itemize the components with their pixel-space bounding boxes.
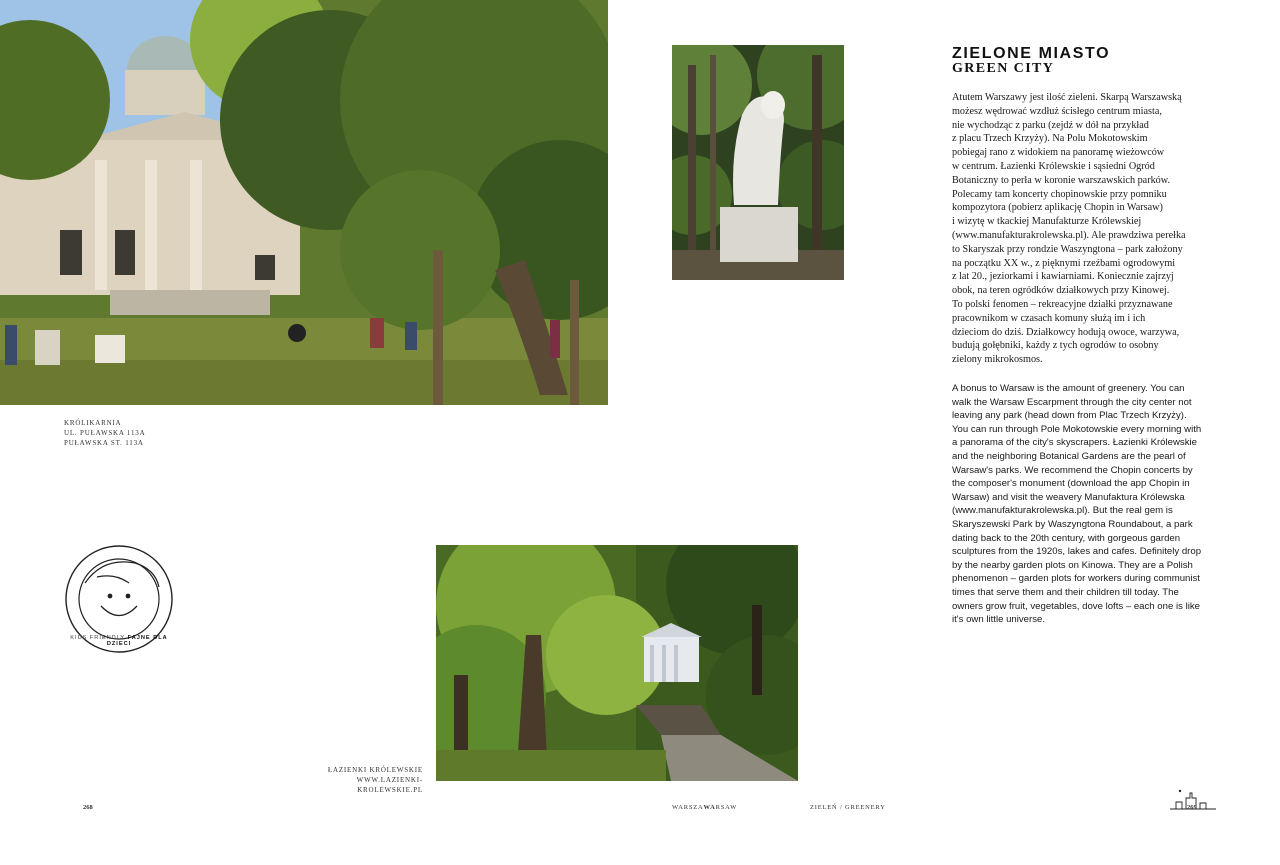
brand-part-bold: WA bbox=[703, 804, 716, 811]
footer-section: ZIELEŃ / GREENERY bbox=[810, 804, 886, 811]
badge-text-en: KIDS FRIENDLY bbox=[70, 635, 126, 641]
text-line: A bonus to Warsaw is the amount of greenery. You can bbox=[952, 383, 1185, 394]
text-line: możesz wędrować wzdłuż ścisłego centrum miasta, bbox=[952, 105, 1162, 117]
caption-line: ŁAZIENKI KRÓLEWSKIE bbox=[327, 766, 423, 774]
text-line: phenomenon – garden plots for workers during communist bbox=[952, 573, 1200, 585]
caption-line: WWW.LAZIENKI-KROLEWSKIE.PL bbox=[356, 776, 423, 794]
footer-brand bbox=[672, 804, 737, 811]
text-line: it's own little universe. bbox=[952, 614, 1046, 626]
section-title-pl: ZIELONE MIASTO bbox=[952, 45, 1111, 62]
text-line: and the neighboring Botanical Gardens are the pearl of bbox=[952, 450, 1186, 462]
text-line: nie wychodząc z parku (zejdź w dół na przykład bbox=[952, 119, 1149, 131]
text-line: w centrum. Łazienki Królewskie i sąsiedni Ogród bbox=[952, 160, 1155, 172]
text-line: Skaryszewski Park by Waszyngtona Roundabout, a park bbox=[952, 518, 1193, 530]
text-line: z placu Trzech Krzyży). Na Polu Mokotowskim bbox=[952, 133, 1148, 145]
text-line: the composer's monument (download the app Chopin in bbox=[952, 478, 1190, 490]
text-line: (www.manufakturakrolewska.pl). But the real gem is bbox=[952, 505, 1173, 517]
text-line: i wizytę w tkackiej Manufakturze Królewskiej bbox=[952, 216, 1142, 228]
lazienki-photo bbox=[436, 545, 798, 781]
text-line: Botaniczny to perła w koronie warszawskich parków. bbox=[952, 174, 1171, 186]
text-line: walk the Warsaw Escarpment through the city center not bbox=[952, 396, 1192, 408]
text-line: z lat 20., jeziorkami i kawiarniami. Koniecznie zajrzyj bbox=[952, 271, 1174, 283]
text-line: kompozytora (pobierz aplikację Chopin in Warsaw) bbox=[952, 202, 1163, 214]
page-number-left: 268 bbox=[83, 804, 93, 811]
statue-photo bbox=[672, 45, 844, 280]
text-line: a panorama of the city's skyscrapers. Łazienki Królewskie bbox=[952, 437, 1197, 449]
krolikarnia-photo bbox=[0, 0, 608, 405]
text-line: Atutem Warszawy jest ilość zieleni. Skarpą Warszawską bbox=[952, 92, 1182, 103]
text-line: owners grow fruit, vegetables, dove lofts – each one is like bbox=[952, 600, 1200, 612]
page-number-right: 269 bbox=[1187, 804, 1197, 811]
kids-friendly-badge bbox=[63, 543, 175, 655]
text-line: zielony mikrokosmos. bbox=[952, 354, 1043, 366]
text-line: pobiegaj rano z widokiem na panoramę wieżowców bbox=[952, 147, 1165, 159]
text-line: budują gołębniki, każdy z tych ogrodów to osobny bbox=[952, 340, 1159, 352]
text-line: Polecamy tam koncerty chopinowskie przy pomniku bbox=[952, 188, 1167, 200]
text-line: You can run through Pole Mokotowskie every morning with bbox=[952, 423, 1202, 435]
text-line: Warsaw) and visit the weavery Manufaktura Królewska bbox=[952, 491, 1185, 503]
text-line: na początku XX w., z pięknymi rzeźbami ogrodowymi bbox=[952, 257, 1176, 269]
text-line: dzieciom do dziś. Działkowcy hodują owoce, warzywa, bbox=[952, 326, 1180, 338]
body-text-pl bbox=[952, 91, 1186, 367]
text-line: to Skaryszak przy rondzie Waszyngtona – park założony bbox=[952, 243, 1183, 255]
caption-line: KRÓLIKARNIA bbox=[64, 419, 122, 427]
text-line: Warsaw's parks. We recommend the Chopin concerts by bbox=[952, 464, 1193, 476]
text-line: leaving any park (head down from Plac Trzech Krzyży). bbox=[952, 410, 1187, 422]
text-line: by the nearby garden plots on Kinowa. They are a Polish bbox=[952, 559, 1193, 571]
text-line: pracownikom w czasach komuny służą im i ich bbox=[952, 312, 1146, 324]
section-title-en: GREEN CITY bbox=[952, 61, 1055, 76]
lazienki-caption bbox=[300, 765, 423, 795]
krolikarnia-caption bbox=[64, 418, 145, 448]
text-line: (www.manufakturakrolewska.pl). Ale prawdziwa perełka bbox=[952, 229, 1186, 241]
text-line: sculptures from the 1920s, lakes and cafes. Definitely drop bbox=[952, 546, 1202, 558]
text-line: dating back to the 20th century, with gorgeous garden bbox=[952, 532, 1181, 544]
body-text-en bbox=[952, 382, 1201, 627]
caption-line: UL. PUŁAWSKA 113A bbox=[64, 429, 146, 437]
caption-line: PUŁAWSKA ST. 113A bbox=[64, 439, 144, 447]
badge-text-pl: FAJNE DLA DZIECI bbox=[106, 635, 168, 647]
text-line: obok, na teren ogródków działkowych przy Kinowej. bbox=[952, 285, 1170, 297]
brand-part: WARSZA bbox=[672, 804, 704, 811]
text-line: To polski fenomen – rekreacyjne działki przyznawane bbox=[952, 298, 1173, 310]
brand-part: RSAW bbox=[715, 804, 738, 811]
text-line: times that serve them and their children till today. The bbox=[952, 586, 1179, 598]
